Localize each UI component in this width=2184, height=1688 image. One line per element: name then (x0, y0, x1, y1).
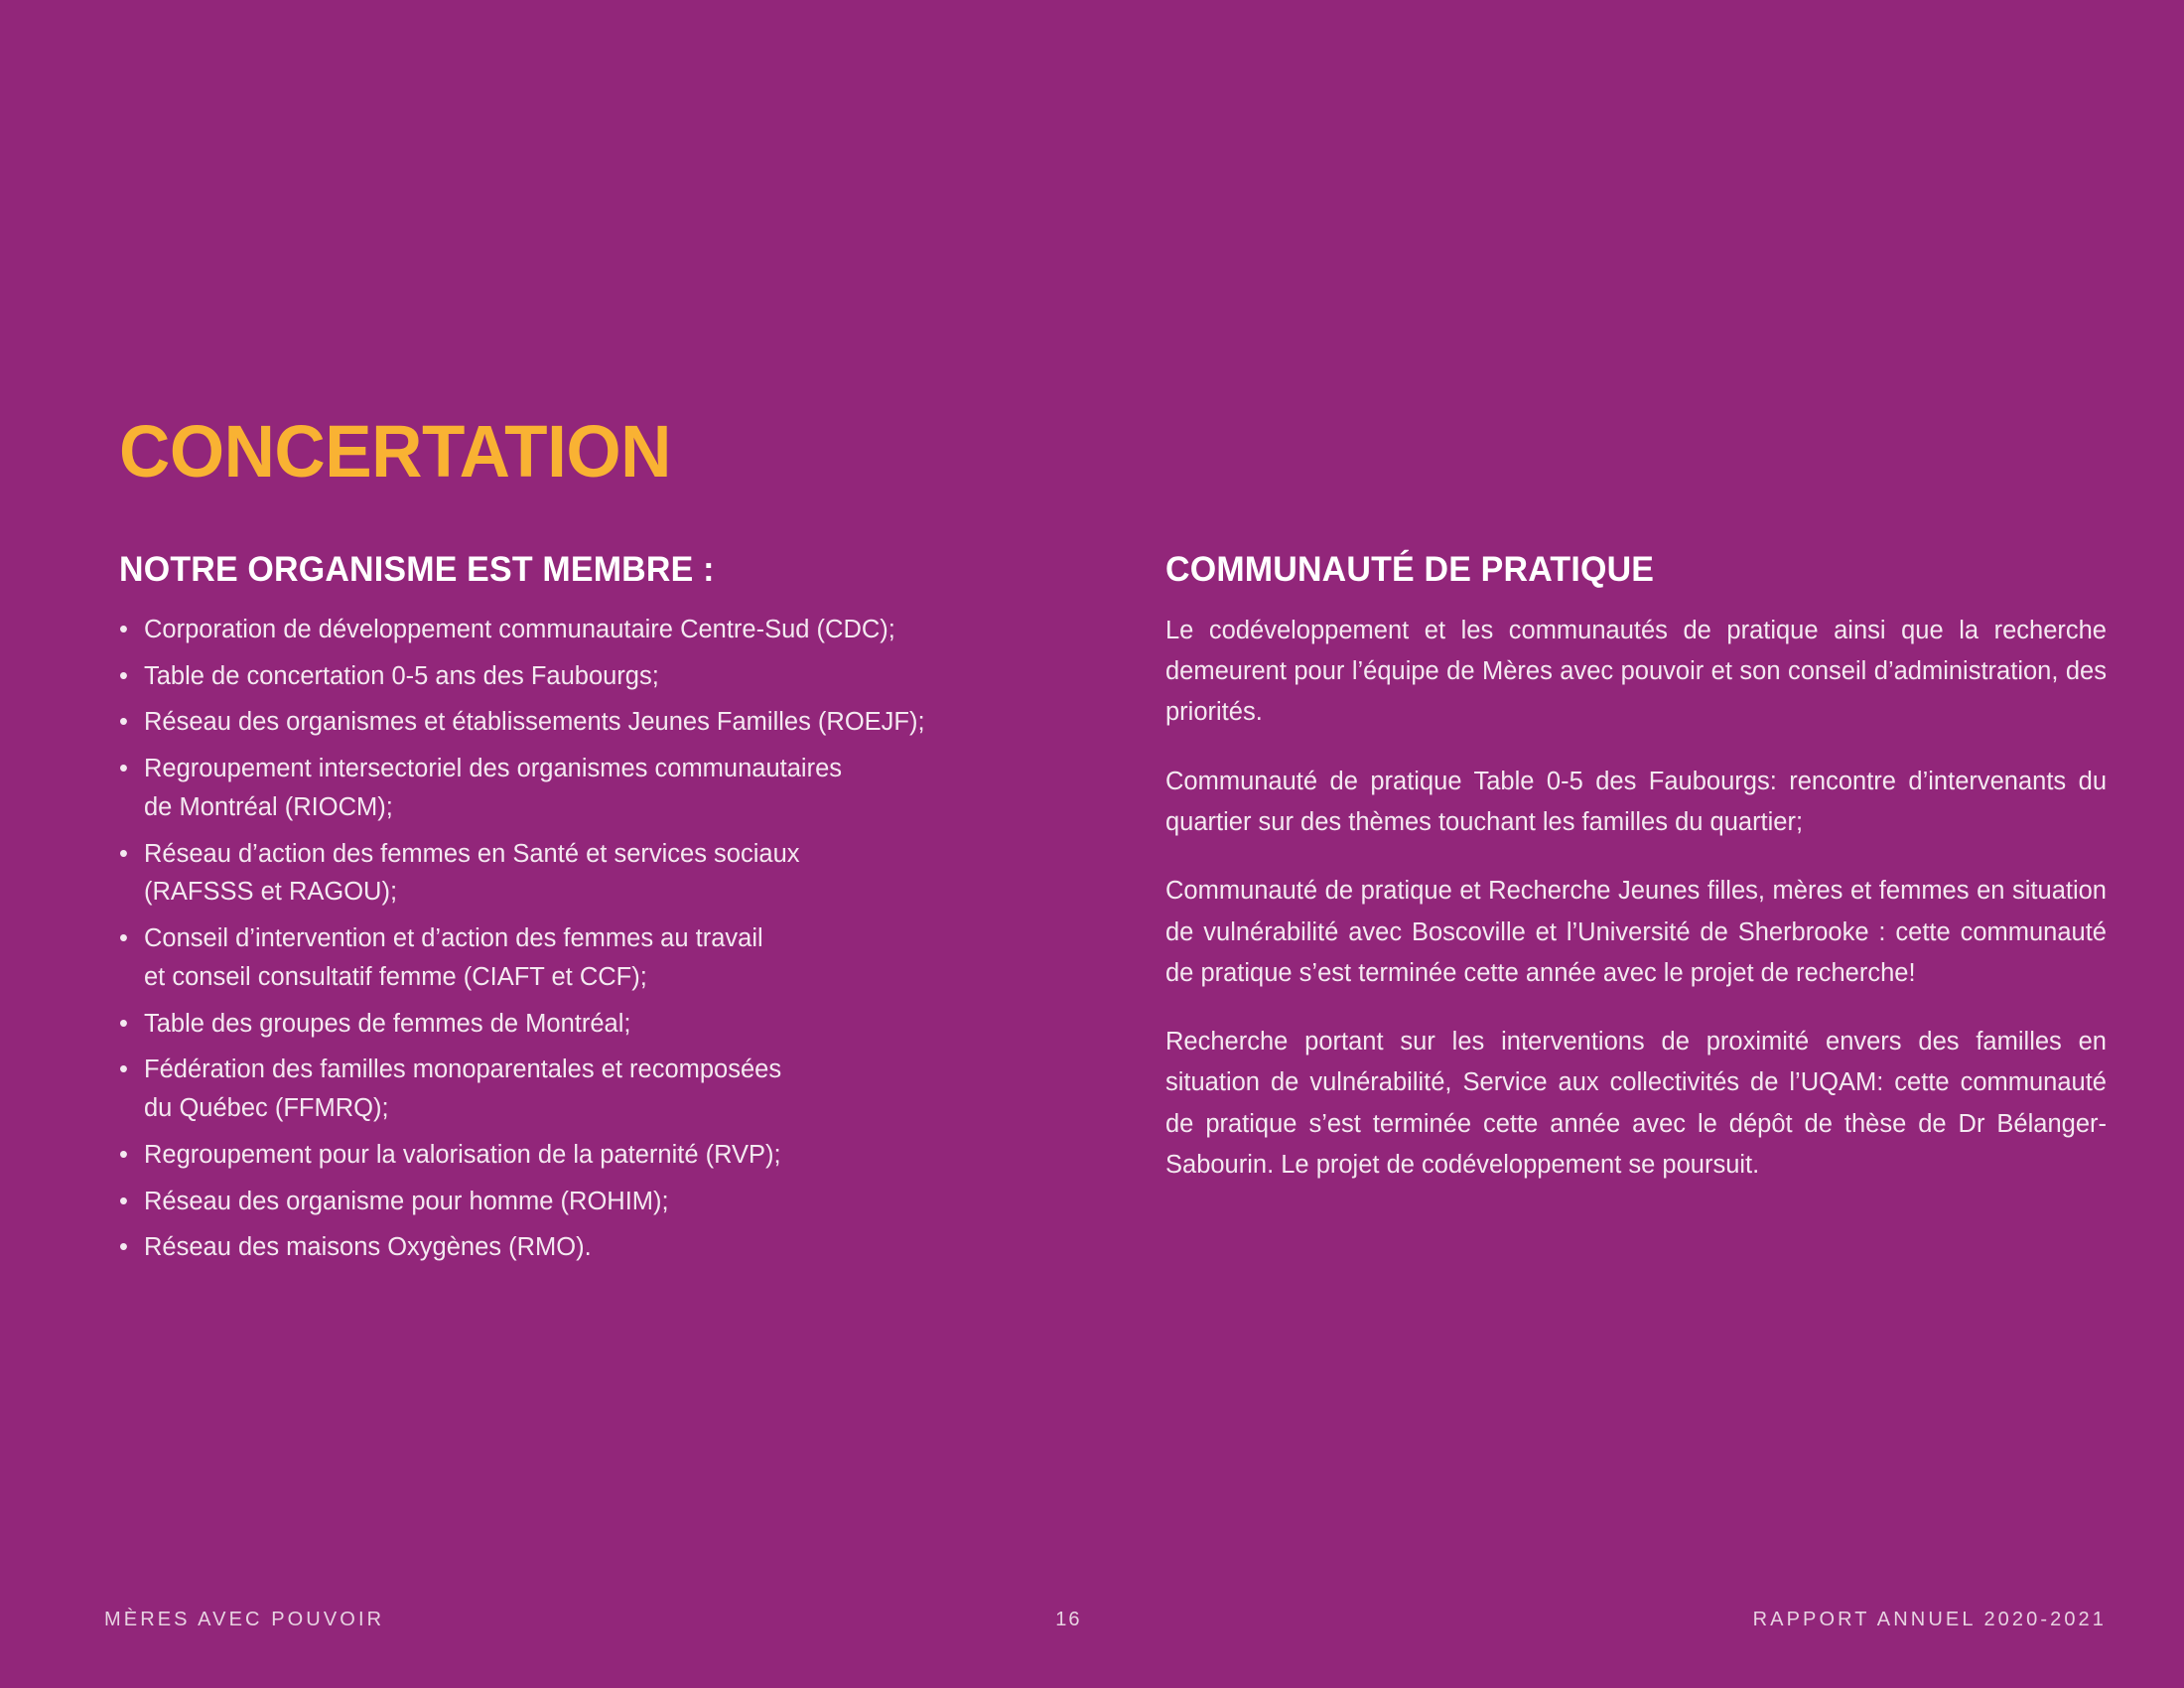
list-item (119, 1005, 1072, 1044)
page-footer (104, 1609, 2107, 1631)
list-item-line: • Corporation de développement communautaire Centre-Sud (CDC); (144, 615, 895, 643)
list-item (119, 835, 1072, 913)
list-item-line: • Regroupement pour la valorisation de la paternité (RVP); (144, 1140, 781, 1169)
list-item-line: • Table des groupes de femmes de Montréal; (144, 1009, 631, 1038)
footer-page-number: 16 (1055, 1609, 1082, 1630)
list-item-line: • Réseau des maisons Oxygènes (RMO). (144, 1233, 592, 1262)
list-item (119, 611, 1072, 649)
right-column-heading: COMMUNAUTÉ DE PRATIQUE (1165, 550, 1655, 589)
membership-list (119, 611, 1072, 1267)
list-item (119, 919, 1072, 997)
list-item (119, 703, 1072, 742)
practice-community-text (1165, 611, 2107, 1187)
list-item-line: • Regroupement intersectoriel des organismes communautaires (144, 755, 843, 782)
content-columns (119, 552, 2107, 1275)
right-column (1165, 552, 2107, 1186)
footer-organization-name: MÈRES AVEC POUVOIR (104, 1609, 385, 1630)
list-item (119, 657, 1072, 696)
list-item-line: • Réseau des organismes et établissements Jeunes Familles (ROEJF); (144, 708, 925, 737)
page-title: CONCERTATION (119, 410, 671, 492)
paragraph: Recherche portant sur les interventions de proximité envers des familles en situation de vulnérabilité, Service aux collectivités de l’UQAM: cette communauté de pratique s’est terminée cette année avec le dépôt de thèse de Dr Bélanger-Sabourin. Le projet de codéveloppement se poursuit. (1165, 1028, 2107, 1180)
list-item (119, 1183, 1072, 1221)
paragraph: Communauté de pratique Table 0-5 des Faubourgs: rencontre d’intervenants du quartier sur des thèmes touchant les familles du quartier; (1165, 767, 2107, 836)
list-item-line: et conseil consultatif femme (CIAFT et CCF); (144, 962, 647, 991)
list-item-line: de Montréal (RIOCM); (144, 792, 393, 821)
list-item-line: • Réseau des organisme pour homme (ROHIM); (144, 1187, 669, 1215)
list-item-line: • Fédération des familles monoparentales et recomposées (144, 1055, 782, 1084)
list-item-line: du Québec (FFMRQ); (144, 1094, 389, 1122)
list-item (119, 1136, 1072, 1175)
list-item-line: • Table de concertation 0-5 ans des Faubourgs; (144, 661, 659, 690)
list-item-line: • Réseau d’action des femmes en Santé et services sociaux (144, 839, 800, 868)
list-item-line: • Conseil d’intervention et d’action des femmes au travail (144, 924, 763, 952)
list-item (119, 1228, 1072, 1267)
list-item (119, 750, 1072, 827)
paragraph: Le codéveloppement et les communautés de pratique ainsi que la recherche demeurent pour l’équipe de Mères avec pouvoir et son conseil d’administration, des priorités. (1165, 616, 2107, 727)
list-item-line: (RAFSSS et RAGOU); (144, 878, 398, 907)
paragraph: Communauté de pratique et Recherche Jeunes filles, mères et femmes en situation de vulnérabilité avec Boscoville et l’Université de Sherbrooke : cette communauté de pratique s’est terminée cette année avec le projet de recherche! (1165, 877, 2107, 987)
footer-report-title: RAPPORT ANNUEL 2020-2021 (1752, 1609, 2107, 1630)
left-column-heading: NOTRE ORGANISME EST MEMBRE : (119, 550, 715, 589)
left-column (119, 552, 1072, 1275)
list-item (119, 1051, 1072, 1128)
